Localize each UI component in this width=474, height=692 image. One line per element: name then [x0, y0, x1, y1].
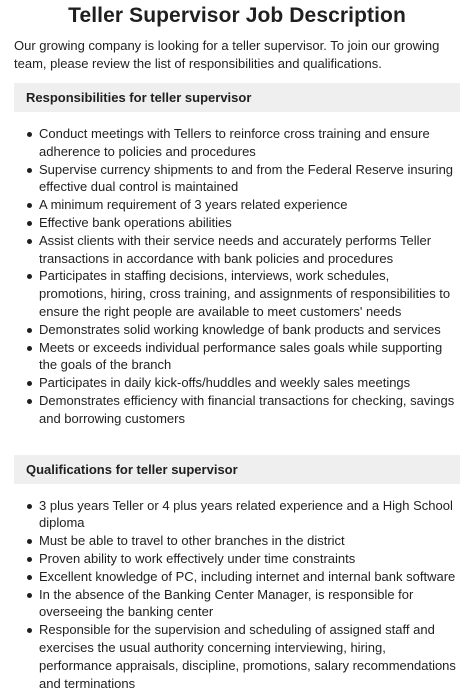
list-item: Assist clients with their service needs and accurately performs Teller transactions in accordance with bank policies and procedures [14, 232, 460, 268]
list-item: 3 plus years Teller or 4 plus years related experience and a High School diploma [14, 497, 460, 533]
list-item: Conduct meetings with Tellers to reinforce cross training and ensure adherence to policies and procedures [14, 125, 460, 161]
list-item: Demonstrates efficiency with financial transactions for checking, savings and borrowing customers [14, 392, 460, 428]
list-item: Supervise currency shipments to and from the Federal Reserve insuring effective dual control is maintained [14, 161, 460, 197]
responsibilities-header: Responsibilities for teller supervisor [14, 83, 460, 112]
list-item: Effective bank operations abilities [14, 214, 460, 232]
list-item: A minimum requirement of 3 years related experience [14, 196, 460, 214]
page-title: Teller Supervisor Job Description [68, 4, 406, 27]
list-item: Meets or exceeds individual performance sales goals while supporting the goals of the branch [14, 339, 460, 375]
qualifications-header: Qualifications for teller supervisor [14, 455, 460, 484]
list-item: Proven ability to work effectively under time constraints [14, 550, 460, 568]
list-item: Participates in staffing decisions, interviews, work schedules, promotions, hiring, cross training, and assignments of responsibilities to ensure the right people are available to meet customers' needs [14, 267, 460, 320]
list-item: Must be able to travel to other branches in the district [14, 532, 460, 550]
responsibilities-list [14, 125, 460, 428]
intro-paragraph: Our growing company is looking for a teller supervisor. To join our growing team, please review the list of responsibilities and qualifications. [14, 38, 440, 71]
list-item: Excellent knowledge of PC, including internet and internal bank software [14, 568, 460, 586]
list-item: Participates in daily kick-offs/huddles and weekly sales meetings [14, 374, 460, 392]
list-item: Responsible for the supervision and scheduling of assigned staff and exercises the usual authority concerning interviewing, hiring, performance appraisals, discipline, promotions, salary recommendations and terminations [14, 621, 460, 692]
qualifications-list [14, 497, 460, 692]
list-item: Demonstrates solid working knowledge of bank products and services [14, 321, 460, 339]
section-spacer [14, 428, 460, 445]
list-item: In the absence of the Banking Center Manager, is responsible for overseeing the banking center [14, 586, 460, 622]
